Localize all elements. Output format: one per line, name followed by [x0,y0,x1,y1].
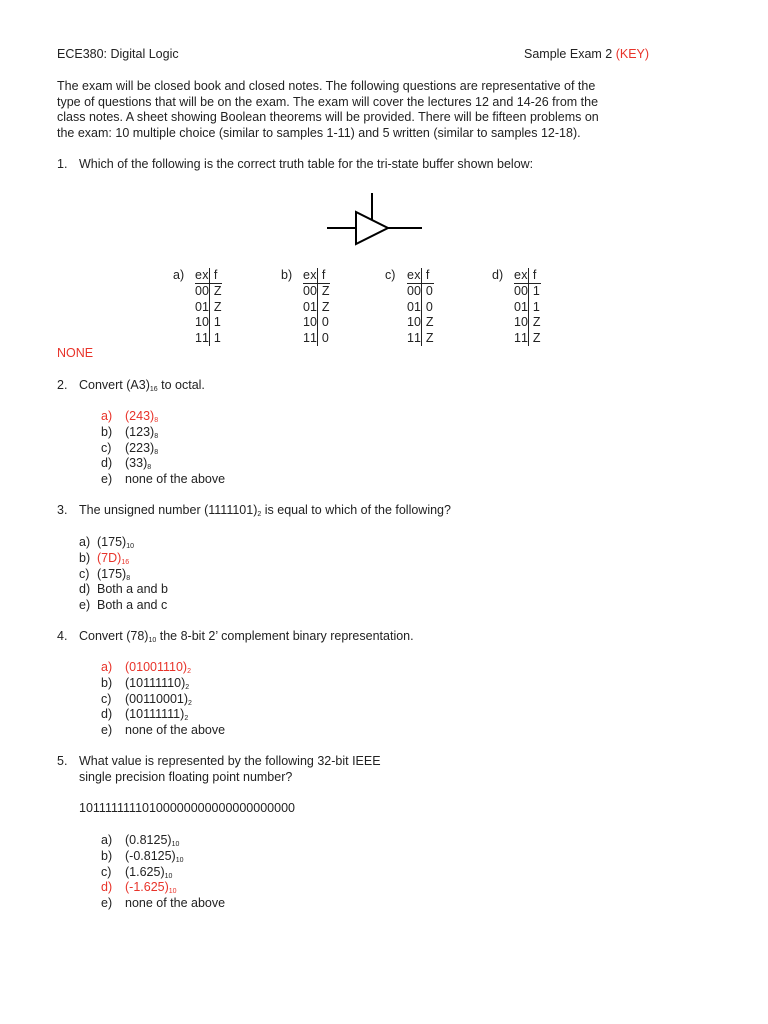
question-4 [57,629,414,643]
exam-title [524,47,649,61]
option-a [79,535,168,551]
option-label: a) [173,268,185,282]
intro-line: class notes. A sheet showing Boolean theorems will be provided. There will be fifteen problems on [57,110,599,125]
option-value: (00110001) [125,691,189,706]
base-subscript: 16 [149,386,158,393]
cell: 0 [317,315,329,330]
option-label: e) [101,472,113,487]
base-subscript: 8 [154,417,159,424]
option-label: d) [492,268,504,282]
cell: 0 [514,299,521,314]
cell: 0 [195,299,202,314]
option-a [101,409,225,425]
option-a [101,833,225,849]
base-subscript: 2 [187,668,191,675]
question-text: the 8-bit 2’ complement binary representation. [156,629,414,643]
cell: 1 [201,299,209,314]
option-label: c) [101,440,112,455]
cell: 1 [407,330,414,345]
base-subscript: 8 [126,574,131,582]
question-3 [57,503,451,517]
option-value: (-0.8125) [125,848,176,863]
header-f: f [528,268,540,284]
cell: 1 [195,315,202,330]
base-subscript: 10 [171,841,180,848]
question-5 [57,754,381,768]
option-c [79,567,168,583]
option-label: b) [281,268,293,282]
option-e [101,896,225,912]
cell: 0 [421,284,433,300]
question-text: Convert (A3) [79,378,150,392]
cell: Z [528,331,540,346]
header-e: e [195,268,202,282]
base-subscript: 10 [175,856,184,864]
cell: 1 [303,315,310,330]
question-text: is equal to which of the following? [261,503,451,517]
option-label: b) [79,550,91,565]
cell: 0 [201,284,209,299]
q2-options [101,409,225,488]
base-subscript: 8 [154,448,159,456]
cell: 1 [201,330,209,345]
option-e [79,598,168,614]
option-value: (33) [125,456,148,471]
cell: Z [317,284,329,300]
header-e: e [407,268,414,282]
base-subscript: 8 [147,464,152,472]
option-value: none of the above [125,472,226,487]
option-label: c) [101,864,112,879]
cell: 0 [201,315,209,330]
cell: Z [421,315,433,330]
option-b [101,849,225,865]
question-number: 5. [57,754,68,768]
base-subscript: 10 [126,543,134,550]
cell: 0 [309,315,317,330]
header-x: x [310,268,317,282]
header-f: f [421,268,433,284]
cell: 0 [407,299,414,314]
option-label: e) [101,896,113,911]
option-label: d) [101,707,113,722]
cell: 1 [528,284,540,300]
cell: 0 [303,284,310,299]
option-value: Both a and b [97,582,168,597]
option-value: Both a and c [97,598,168,613]
option-d [101,707,225,723]
intro-line: type of questions that will be on the exam. The exam will cover the lectures 12 and 14-26 from the [57,94,599,109]
cell: Z [209,284,221,300]
base-subscript: 10 [168,888,177,896]
cell: 0 [317,331,329,346]
option-label: e) [79,598,91,613]
question-text: to octal. [157,378,205,392]
cell: 0 [309,284,317,299]
option-c [101,692,225,708]
option-d [79,582,168,598]
cell: 1 [413,330,421,345]
question-number: 1. [57,157,68,171]
cell: 1 [309,330,317,345]
base-subscript: 2 [188,699,192,707]
header-e: e [303,268,310,282]
question-text: Convert (78) [79,629,149,643]
option-value: (175) [97,566,127,581]
option-value: (243) [125,409,155,423]
question-5-line-2: single precision floating point number? [79,770,293,784]
cell: 1 [514,330,521,345]
option-label: b) [101,424,113,439]
cell: 0 [303,299,310,314]
option-value: (10111110) [125,675,186,690]
option-b [79,551,168,567]
base-subscript: 2 [257,511,262,518]
base-subscript: 2 [185,683,190,691]
option-label: b) [101,848,113,863]
ieee-bits: 10111111110100000000000000000000 [79,801,295,815]
question-text: The unsigned number (1111101) [79,503,258,517]
cell: 1 [209,331,221,346]
option-label: a) [101,833,113,847]
cell: 1 [195,330,202,345]
option-a [101,660,225,676]
cell: 0 [520,315,528,330]
question-number: 4. [57,629,68,643]
option-value: (223) [125,440,155,455]
cell: 1 [528,300,540,315]
option-value: (10111111) [125,707,185,722]
question-number: 2. [57,378,68,392]
option-label: d) [101,456,113,471]
option-value: (01001110) [125,660,188,674]
option-label: b) [101,675,113,690]
cell: 0 [195,284,202,299]
cell: Z [317,300,329,315]
cell: 1 [514,315,521,330]
q1-answer: NONE [57,346,94,360]
exam-name: Sample Exam 2 [524,47,613,61]
option-label: c) [385,268,396,282]
header-e: e [514,268,521,282]
question-2 [57,378,205,392]
cell: 0 [520,284,528,299]
option-value: (-1.625) [125,880,169,895]
header-x: x [414,268,421,282]
option-label: e) [101,723,113,738]
cell: Z [209,300,221,315]
option-value: (7D) [97,550,122,565]
cell: 1 [209,315,221,330]
question-text: Which of the following is the correct truth table for the tri-state buffer shown below: [79,157,534,171]
cell: Z [528,315,540,330]
option-label: c) [79,566,90,581]
intro-line: The exam will be closed book and closed notes. The following questions are representative of the [57,79,596,93]
option-c [101,865,225,881]
q4-options [101,660,225,739]
option-value: (175) [97,535,127,549]
base-subscript: 10 [148,637,157,644]
option-c [101,441,225,457]
tri-state-buffer-icon [320,190,430,250]
option-b [101,425,225,441]
option-label: d) [79,582,91,597]
base-subscript: 16 [121,558,130,566]
option-label: c) [101,691,112,706]
intro-line: the exam: 10 multiple choice (similar to samples 1-11) and 5 written (similar to samples 12-18). [57,125,581,140]
intro-paragraph [57,79,707,141]
option-d [101,456,225,472]
header-f: f [317,268,329,284]
option-label: a) [101,409,113,423]
cell: 0 [407,284,414,299]
cell: 1 [309,299,317,314]
header-f: f [209,268,221,284]
option-value: (1.625) [125,864,165,879]
option-label: d) [101,880,113,895]
cell: 0 [413,284,421,299]
key-label: (KEY) [615,47,650,61]
option-label: a) [79,535,91,549]
cell: 1 [520,299,528,314]
cell: 1 [413,299,421,314]
option-e [101,723,225,739]
question-number: 3. [57,503,68,517]
base-subscript: 2 [184,715,189,723]
base-subscript: 8 [154,432,159,440]
cell: 0 [413,315,421,330]
cell: 0 [421,300,433,315]
option-value: (0.8125) [125,833,172,847]
cell: Z [421,331,433,346]
option-value: none of the above [125,723,226,738]
header-x: x [521,268,528,282]
q3-options [79,535,168,614]
option-e [101,472,225,488]
header-x: x [202,268,209,282]
cell: 1 [303,330,310,345]
q5-options [101,833,225,912]
cell: 1 [407,315,414,330]
option-value: (123) [125,424,155,439]
option-value: none of the above [125,896,226,911]
base-subscript: 10 [164,872,173,880]
course-title: ECE380: Digital Logic [57,47,179,61]
cell: 1 [520,330,528,345]
option-b [101,676,225,692]
question-text: What value is represented by the following 32-bit IEEE [79,754,381,768]
option-d [101,880,225,896]
cell: 0 [514,284,521,299]
option-label: a) [101,660,113,674]
question-1 [57,157,533,171]
